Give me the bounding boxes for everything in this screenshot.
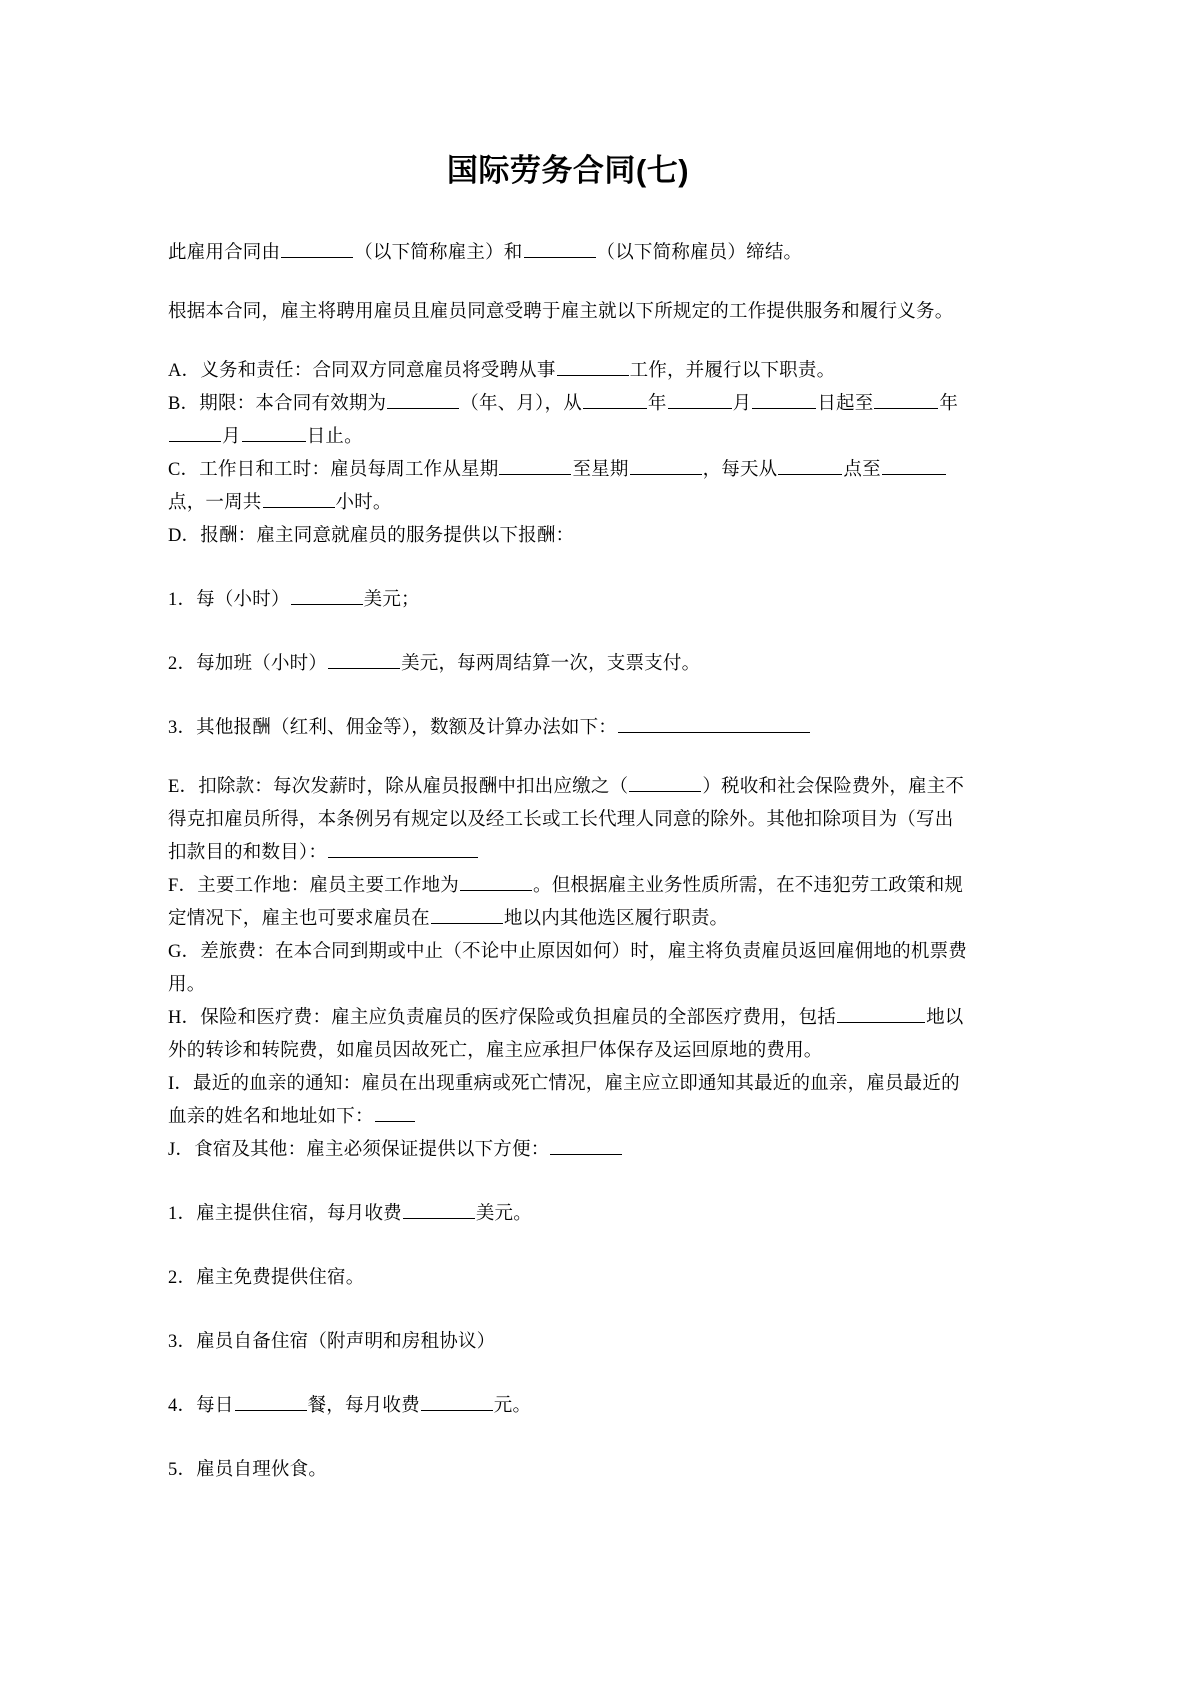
clause-workplace xyxy=(168,870,968,936)
blank-field-other-comp[interactable] xyxy=(618,715,810,733)
clause-term xyxy=(168,388,968,454)
clause-deductions xyxy=(168,771,968,870)
text-run: 1．雇主提供住宿，每月收费 xyxy=(168,1203,402,1224)
comp-item-overtime xyxy=(168,648,968,681)
blank-field-housing-fee[interactable] xyxy=(403,1201,475,1219)
page-title: 国际劳务合同(七) xyxy=(446,153,690,188)
blank-field-hourly-rate[interactable] xyxy=(291,587,363,605)
text-run: （以下简称雇员）缔结。 xyxy=(596,242,803,263)
text-run: 年 xyxy=(647,393,667,414)
blank-field-tax-jurisdiction[interactable] xyxy=(629,774,701,792)
text-run: 小时。 xyxy=(335,492,392,513)
text-run: 月 xyxy=(732,393,752,414)
text-run: 美元。 xyxy=(475,1203,532,1224)
text-run: A．义务和责任：合同双方同意雇员将受聘从事 xyxy=(168,360,556,381)
blank-field-primary-workplace[interactable] xyxy=(460,873,532,891)
clause-board xyxy=(168,1134,968,1167)
text-run: （年、月），从 xyxy=(460,393,582,414)
blank-field-meal-fee[interactable] xyxy=(421,1393,493,1411)
blank-field-employee[interactable] xyxy=(524,240,596,258)
text-run: ）税收和社会保险费外，雇主不得克扣雇员所得，本条例另有规定以及经工长或工长代理人同意的除外。其他扣除项目为（写出扣款目的和数目）： xyxy=(168,776,965,863)
text-run: （以下简称雇主）和 xyxy=(354,242,523,263)
text-run: 点至 xyxy=(843,459,881,480)
blank-field-employer[interactable] xyxy=(281,240,353,258)
text-run: ，每天从 xyxy=(702,459,778,480)
clause-duties xyxy=(168,355,968,388)
text-run: 4．每日 xyxy=(168,1395,234,1416)
blank-field-end-month[interactable] xyxy=(169,424,221,442)
text-run: 美元； xyxy=(363,589,420,610)
blank-field-nextofkin[interactable] xyxy=(375,1104,415,1122)
blank-field-term-length[interactable] xyxy=(387,391,459,409)
text-run: 此雇用合同由 xyxy=(168,242,281,263)
text-run: 点，一周共 xyxy=(168,492,262,513)
text-run: 地以内其他选区履行职责。 xyxy=(503,908,729,929)
blank-field-day-end[interactable] xyxy=(882,457,946,475)
clause-travel: G．差旅费：在本合同到期或中止（不论中止原因如何）时，雇主将负责雇员返回雇佣地的机票费用。 xyxy=(168,941,967,995)
blank-field-day-start[interactable] xyxy=(778,457,842,475)
board-item-own-meals: 5．雇员自理伙食。 xyxy=(168,1459,328,1480)
blank-field-meal-count[interactable] xyxy=(235,1393,307,1411)
paragraph-parties xyxy=(168,237,968,270)
paragraph-scope: 根据本合同，雇主将聘用雇员且雇员同意受聘于雇主就以下所规定的工作提供服务和履行义务。 xyxy=(168,301,954,322)
text-run: 美元，每两周结算一次，支票支付。 xyxy=(401,653,701,674)
blank-field-job-title[interactable] xyxy=(557,358,629,376)
text-run: 日止。 xyxy=(306,426,363,447)
text-run: 工作，并履行以下职责。 xyxy=(629,360,836,381)
blank-field-board-facilities[interactable] xyxy=(550,1137,622,1155)
text-run: 至星期 xyxy=(572,459,629,480)
clause-compensation: D．报酬：雇主同意就雇员的服务提供以下报酬： xyxy=(168,525,575,546)
text-run: 月 xyxy=(222,426,241,447)
board-item-meals xyxy=(168,1390,968,1423)
clause-list-primary xyxy=(168,355,968,553)
text-run: 年 xyxy=(939,393,959,414)
blank-field-start-day[interactable] xyxy=(752,391,816,409)
text-run: C．工作日和工时：雇员每周工作从星期 xyxy=(168,459,499,480)
blank-field-weekly-hours[interactable] xyxy=(263,490,335,508)
text-run: 。但根据雇主业务性质所需，在不违犯劳工政策和规定情况下，雇主也可要求雇员在 xyxy=(168,875,964,929)
text-run: I．最近的血亲的通知：雇员在出现重病或死亡情况，雇主应立即通知其最近的血亲，雇员最近的血亲的姓名和地址如下： xyxy=(168,1073,960,1127)
text-run: H．保险和医疗费：雇主应负责雇员的医疗保险或负担雇员的全部医疗费用，包括 xyxy=(168,1007,837,1028)
blank-field-week-end[interactable] xyxy=(630,457,702,475)
board-item-paid-housing xyxy=(168,1198,968,1231)
text-run: E．扣除款：每次发薪时，除从雇员报酬中扣出应缴之（ xyxy=(168,776,629,797)
text-run: 日起至 xyxy=(817,393,874,414)
comp-item-other xyxy=(168,712,968,745)
text-run: 元。 xyxy=(493,1395,532,1416)
clause-insurance xyxy=(168,1002,968,1068)
blank-field-start-month[interactable] xyxy=(668,391,732,409)
blank-field-overtime-rate[interactable] xyxy=(328,651,400,669)
board-item-free-housing: 2．雇主免费提供住宿。 xyxy=(168,1267,365,1288)
board-item-own-housing: 3．雇员自备住宿（附声明和房租协议） xyxy=(168,1331,496,1352)
document-body xyxy=(168,0,968,1487)
blank-field-end-year[interactable] xyxy=(874,391,938,409)
text-run: B．期限：本合同有效期为 xyxy=(168,393,387,414)
comp-item-hourly xyxy=(168,584,968,617)
clause-list-secondary xyxy=(168,771,968,1167)
blank-field-medical-region[interactable] xyxy=(837,1005,925,1023)
blank-field-end-day[interactable] xyxy=(242,424,306,442)
blank-field-week-start[interactable] xyxy=(499,457,571,475)
blank-field-secondary-workplace[interactable] xyxy=(431,906,503,924)
text-run: 地以外的转诊和转院费，如雇员因故死亡，雇主应承担尸体保存及运回原地的费用。 xyxy=(168,1007,964,1061)
text-run: 3．其他报酬（红利、佣金等），数额及计算办法如下： xyxy=(168,717,618,738)
clause-workdays xyxy=(168,454,968,520)
blank-field-other-deductions[interactable] xyxy=(328,840,478,858)
text-run: J．食宿及其他：雇主必须保证提供以下方便： xyxy=(168,1139,550,1160)
text-run: 1．每（小时） xyxy=(168,589,290,610)
text-run: F．主要工作地：雇员主要工作地为 xyxy=(168,875,459,896)
blank-field-start-year[interactable] xyxy=(583,391,647,409)
text-run: 2．每加班（小时） xyxy=(168,653,328,674)
clause-nextofkin xyxy=(168,1068,968,1134)
text-run: 餐，每月收费 xyxy=(307,1395,420,1416)
